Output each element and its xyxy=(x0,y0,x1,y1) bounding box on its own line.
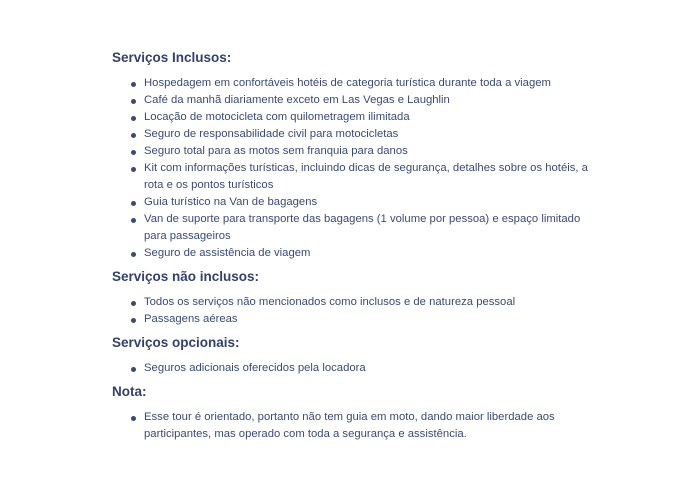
list-item xyxy=(112,311,592,328)
bullet-icon xyxy=(131,99,136,104)
section-title-included: Serviços Inclusos: xyxy=(112,50,232,65)
list-item xyxy=(112,211,592,245)
section-title-note: Nota: xyxy=(112,384,147,399)
list-item xyxy=(112,126,592,143)
list-item xyxy=(112,143,592,160)
list-included xyxy=(112,75,592,262)
list-item xyxy=(112,160,592,194)
bullet-icon xyxy=(131,167,136,172)
list-not-included xyxy=(112,294,592,328)
list-item-text: Hospedagem em confortáveis hotéis de categoria turística durante toda a viagem xyxy=(144,77,551,89)
list-item-text: Passagens aéreas xyxy=(144,313,238,325)
bullet-icon xyxy=(131,252,136,257)
bullet-icon xyxy=(131,318,136,323)
list-item xyxy=(112,109,592,126)
bullet-icon xyxy=(131,150,136,155)
list-item xyxy=(112,409,592,443)
list-item-text: Seguros adicionais oferecidos pela locadora xyxy=(144,362,366,374)
bullet-icon xyxy=(131,82,136,87)
bullet-icon xyxy=(131,133,136,138)
list-item xyxy=(112,360,592,377)
section-note xyxy=(112,381,592,443)
section-included xyxy=(112,47,592,262)
section-title-optional: Serviços opcionais: xyxy=(112,335,240,350)
list-item-text: Todos os serviços não mencionados como inclusos e de natureza pessoal xyxy=(144,296,516,308)
list-item-text: Seguro total para as motos sem franquia para danos xyxy=(144,145,408,157)
list-item-text: Seguro de responsabilidade civil para motocicletas xyxy=(144,128,399,140)
list-item xyxy=(112,75,592,92)
bullet-icon xyxy=(131,201,136,206)
bullet-icon xyxy=(131,416,136,421)
list-note xyxy=(112,409,592,443)
list-item-text: Van de suporte para transporte das bagagens (1 volume por pessoa) e espaço limitado para passageiros xyxy=(144,213,581,242)
section-not-included xyxy=(112,266,592,328)
list-item xyxy=(112,294,592,311)
list-item-text: Kit com informações turísticas, incluindo dicas de segurança, detalhes sobre os hotéis, a rota e os pontos turísticos xyxy=(144,162,588,191)
document xyxy=(112,47,592,447)
section-optional xyxy=(112,332,592,377)
list-item-text: Esse tour é orientado, portanto não tem guia em moto, dando maior liberdade aos participantes, mas operado com toda a segurança e assistência. xyxy=(144,411,555,440)
list-item xyxy=(112,245,592,262)
list-item xyxy=(112,92,592,109)
list-optional xyxy=(112,360,592,377)
list-item-text: Seguro de assistência de viagem xyxy=(144,247,311,259)
list-item-text: Café da manhã diariamente exceto em Las Vegas e Laughlin xyxy=(144,94,450,106)
bullet-icon xyxy=(131,116,136,121)
list-item-text: Guia turístico na Van de bagagens xyxy=(144,196,318,208)
bullet-icon xyxy=(131,301,136,306)
bullet-icon xyxy=(131,367,136,372)
bullet-icon xyxy=(131,218,136,223)
list-item xyxy=(112,194,592,211)
section-title-not-included: Serviços não inclusos: xyxy=(112,269,260,284)
list-item-text: Locação de motocicleta com quilometragem ilimitada xyxy=(144,111,410,123)
